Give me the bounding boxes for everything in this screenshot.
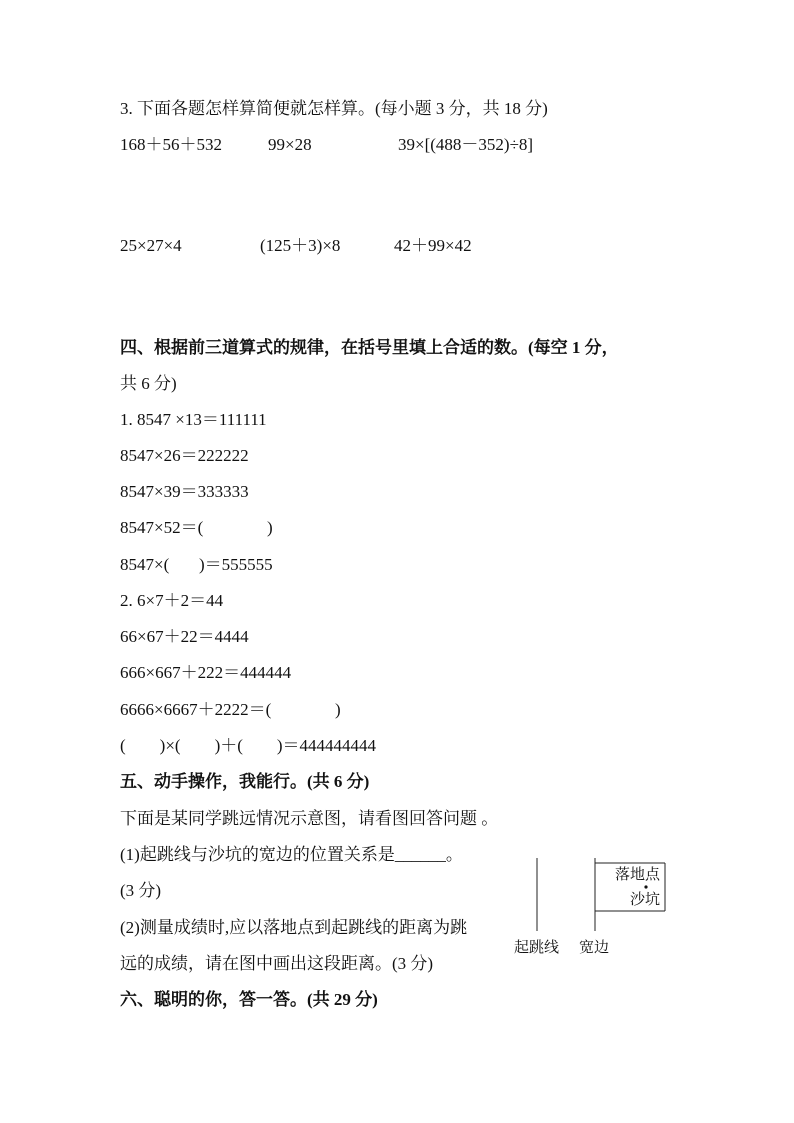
section4-title-line1: 四、根据前三道算式的规律，在括号里填上合适的数。(每空 1 分，	[120, 338, 619, 357]
landing-point-dot	[644, 885, 647, 888]
pattern-line-blank[interactable]: 8547×( )＝555555	[120, 555, 273, 574]
section5-intro: 下面是某同学跳远情况示意图，请看图回答问题 。	[120, 809, 499, 828]
question-1-line1[interactable]: (1)起跳线与沙坑的宽边的位置关系是______。	[120, 845, 463, 864]
pattern-line: 1. 8547 ×13＝111111	[120, 410, 267, 429]
landing-point-label: 落地点	[615, 867, 661, 883]
problem-1: 168＋56＋532	[120, 135, 222, 154]
problem-4: 25×27×4	[120, 236, 182, 255]
question-2-line1: (2)测量成绩时,应以落地点到起跳线的距离为跳	[120, 918, 468, 937]
pattern-line: 666×667＋222＝444444	[120, 663, 292, 682]
problem-5: (125＋3)×8	[260, 236, 341, 255]
question-1-line2: (3 分)	[120, 881, 162, 900]
pattern-line-blank[interactable]: 8547×52＝( )	[120, 518, 273, 537]
pattern-line: 2. 6×7＋2＝44	[120, 591, 224, 610]
pattern-line-blank[interactable]: 6666×6667＋2222＝( )	[120, 700, 341, 719]
wide-side-label: 宽边	[579, 940, 610, 956]
problem-6: 42＋99×42	[394, 236, 472, 255]
pattern-line: 8547×39＝333333	[120, 482, 249, 501]
question-2-line2: 远的成绩，请在图中画出这段距离。(3 分)	[120, 954, 434, 973]
problem-2: 99×28	[268, 135, 312, 154]
pattern-line-blank[interactable]: ( )×( )＋( )＝444444444	[120, 736, 377, 755]
problem-3: 39×[(488－352)÷8]	[398, 135, 534, 154]
sand-pit-label: 沙坑	[630, 892, 661, 908]
takeoff-line-label: 起跳线	[514, 940, 560, 956]
section3-title: 3. 下面各题怎样算简便就怎样算。(每小题 3 分，共 18 分)	[120, 99, 548, 118]
section6-title: 六、聪明的你，答一答。(共 29 分)	[120, 990, 378, 1009]
pattern-line: 8547×26＝222222	[120, 446, 249, 465]
section4-title-line2: 共 6 分)	[120, 374, 177, 393]
pattern-line: 66×67＋22＝4444	[120, 627, 249, 646]
section5-title: 五、动手操作，我能行。(共 6 分)	[120, 772, 370, 791]
